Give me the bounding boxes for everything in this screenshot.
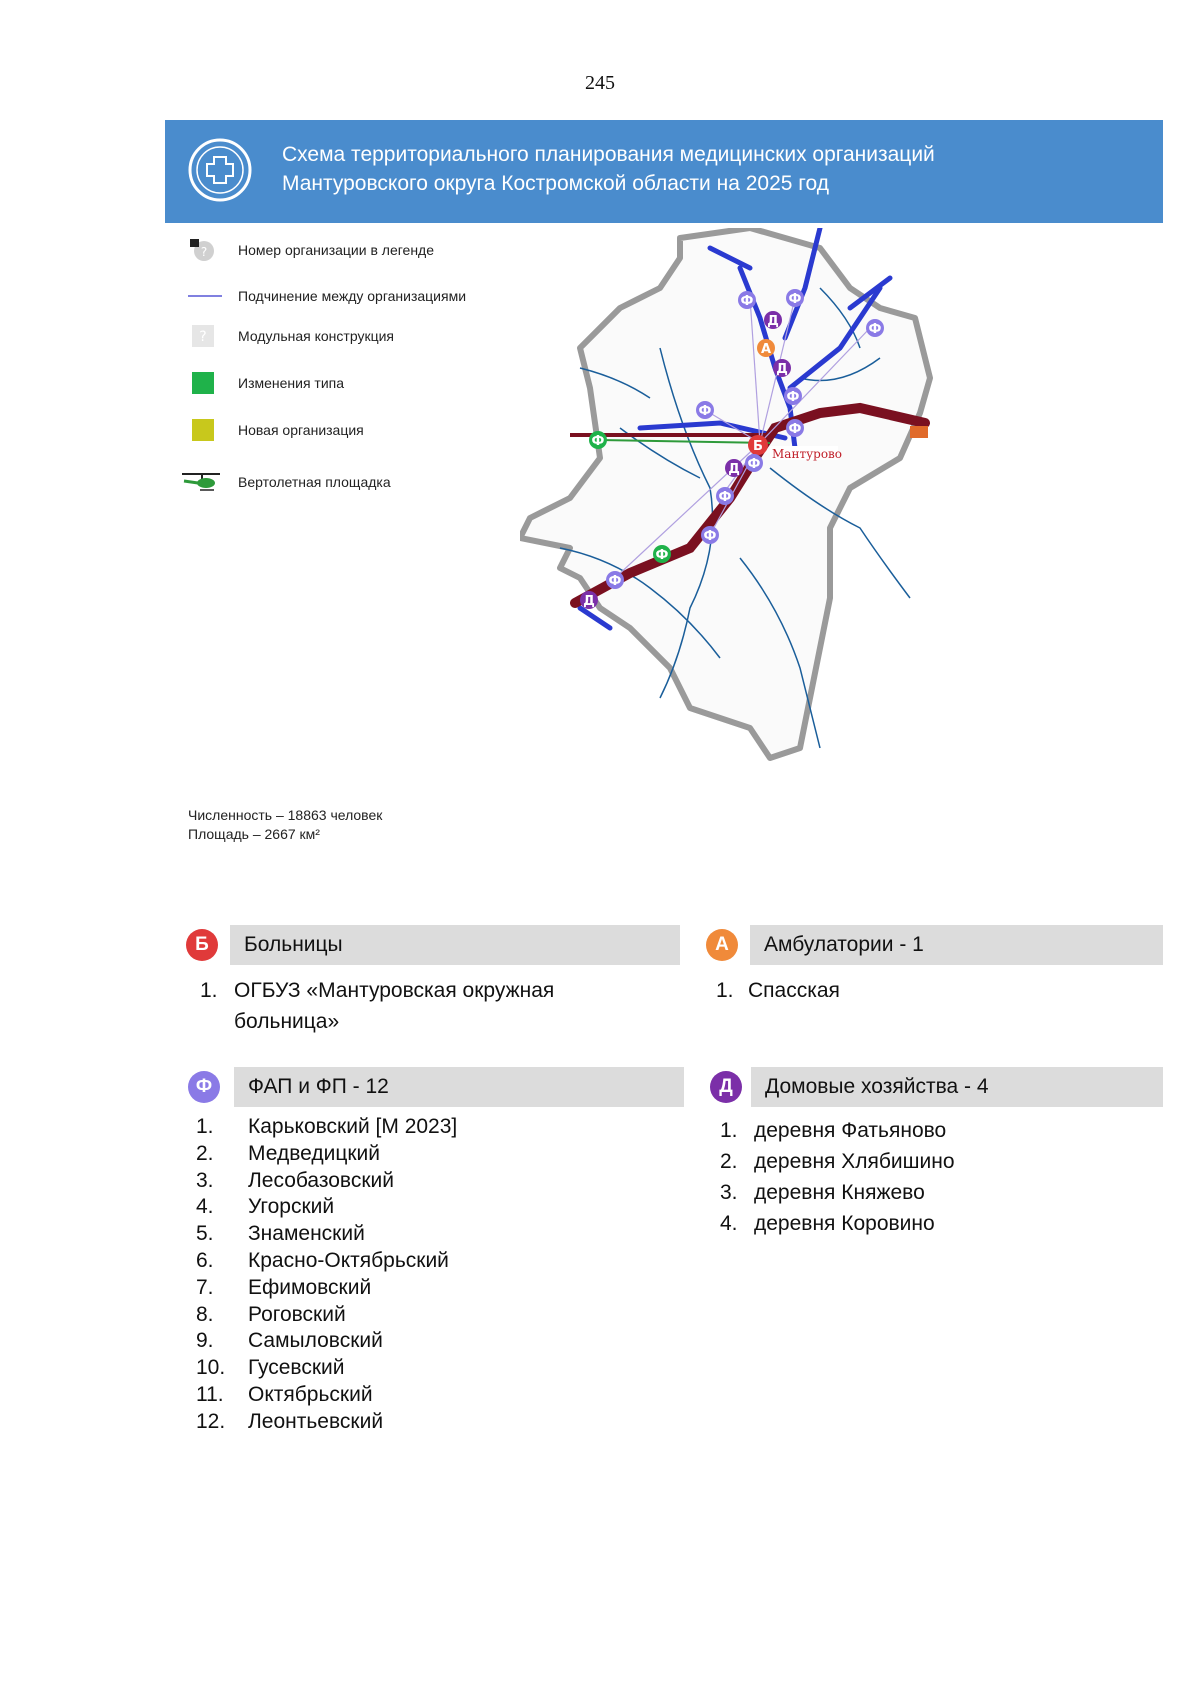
- list-item: 3. деревня Княжево: [720, 1181, 925, 1204]
- ambulatory-badge-icon: А: [706, 929, 738, 961]
- svg-text:Ф: Ф: [655, 548, 669, 563]
- svg-text:Ф: Ф: [591, 434, 605, 449]
- hospital-badge-icon: Б: [186, 929, 218, 961]
- list-item: 1. Спасская: [716, 979, 840, 1002]
- page-number: 245: [585, 72, 615, 94]
- list-item: 8. Роговский: [196, 1302, 346, 1326]
- marker-fap: [696, 401, 714, 419]
- legend-item-org-number: [180, 236, 434, 264]
- list-item: 1. деревня Фатьяново: [720, 1119, 947, 1142]
- marker-fap: [701, 526, 719, 544]
- marker-fap-type-change: [653, 545, 671, 563]
- marker-fap: [786, 419, 804, 437]
- legend-label: Подчинение между организациями: [238, 288, 467, 304]
- svg-text:Ф: Ф: [740, 294, 754, 309]
- svg-text:Ф: Ф: [788, 422, 802, 437]
- faps-list: [196, 1114, 656, 1436]
- legend-item-subordination: [180, 282, 466, 310]
- svg-text:Д: Д: [776, 362, 788, 377]
- svg-text:Б: Б: [753, 439, 763, 454]
- title-banner: [165, 120, 1163, 223]
- svg-text:Ф: Ф: [788, 292, 802, 307]
- district-stats: [188, 806, 382, 844]
- marker-fap: [738, 291, 756, 309]
- marker-household: [580, 591, 598, 609]
- list-item: 5. Знаменский: [196, 1222, 365, 1246]
- list-item: 2. деревня Хлябишино: [720, 1150, 955, 1173]
- legend-item-new-org: [180, 416, 364, 444]
- area-text: Площадь – 2667 км²: [188, 826, 320, 842]
- marker-ambulatory: [757, 339, 775, 357]
- list-item: 10. Гусевский: [196, 1356, 345, 1380]
- households-list: [720, 1115, 1160, 1239]
- list-item: 9. Самыловский: [196, 1329, 383, 1353]
- city-label: Мантурово: [772, 447, 843, 461]
- household-badge-icon: Д: [710, 1071, 742, 1103]
- org-number-icon: [180, 236, 224, 264]
- helipad-marker: [910, 426, 928, 438]
- legend-label: Модульная конструкция: [238, 328, 394, 344]
- legend-item-helipad: [180, 468, 391, 496]
- marker-fap: [745, 454, 763, 472]
- list-item: 2. Медведицкий: [196, 1141, 380, 1165]
- hospitals-header: Больницы: [230, 925, 680, 965]
- svg-text:Ф: Ф: [698, 404, 712, 419]
- type-change-square: [180, 369, 224, 397]
- svg-text:Д: Д: [728, 462, 740, 477]
- legend-item-modular: [180, 322, 394, 350]
- svg-text:А: А: [760, 342, 772, 357]
- list-item: 7. Ефимовский: [196, 1275, 372, 1299]
- page-title: [282, 140, 935, 198]
- list-item: 4. деревня Коровино: [720, 1212, 935, 1235]
- ambulatories-header: Амбулатории - 1: [750, 925, 1163, 965]
- marker-fap-type-change: [589, 431, 607, 449]
- legend-label: Номер организации в легенде: [238, 242, 434, 258]
- marker-fap: [716, 487, 734, 505]
- marker-fap: [784, 387, 802, 405]
- svg-text:Ф: Ф: [718, 490, 732, 505]
- marker-fap: [866, 319, 884, 337]
- marker-household: [725, 459, 743, 477]
- medical-cross-icon: [187, 137, 253, 203]
- new-organization-square: [180, 416, 224, 444]
- ambulatories-list: [716, 975, 1156, 1006]
- svg-text:Ф: Ф: [786, 390, 800, 405]
- list-item: 1. Карьковский [М 2023]: [196, 1115, 458, 1138]
- marker-household: [773, 359, 791, 377]
- title-line-1: Схема территориального планирования медицинских организаций: [282, 143, 935, 166]
- svg-text:Ф: Ф: [747, 457, 761, 472]
- svg-text:Д: Д: [583, 594, 595, 609]
- fap-badge-icon: Ф: [188, 1071, 220, 1103]
- svg-text:?: ?: [199, 329, 207, 345]
- svg-text:Ф: Ф: [703, 529, 717, 544]
- svg-text:Ф: Ф: [608, 574, 622, 589]
- legend-item-type-change: [180, 369, 344, 397]
- district-map: [520, 228, 1040, 828]
- marker-household: [764, 311, 782, 329]
- modular-construction-icon: [180, 322, 224, 350]
- legend-label: Вертолетная площадка: [238, 474, 391, 490]
- svg-text:Ф: Ф: [868, 322, 882, 337]
- list-item: 6. Красно-Октябрьский: [196, 1248, 449, 1272]
- legend-label: Новая организация: [238, 422, 364, 438]
- list-item: 3. Лесобазовский: [196, 1168, 395, 1192]
- marker-hospital: [748, 435, 768, 455]
- marker-fap: [786, 289, 804, 307]
- title-line-2: Мантуровского округа Костромской области на 2025 год: [282, 172, 829, 195]
- population-text: Численность – 18863 человек: [188, 807, 383, 823]
- marker-fap: [606, 571, 624, 589]
- faps-header: ФАП и ФП - 12: [234, 1067, 684, 1107]
- hospitals-list: [200, 975, 660, 1037]
- list-item: 4. Угорский: [196, 1195, 335, 1219]
- subordination-line: [180, 282, 224, 310]
- list-item: 11. Октябрьский: [196, 1382, 373, 1406]
- legend-label: Изменения типа: [238, 375, 345, 391]
- helicopter-icon: [180, 468, 224, 496]
- list-item: 1. ОГБУЗ «Мантуровская окружная больница»: [200, 979, 555, 1033]
- svg-text:?: ?: [200, 245, 208, 259]
- households-header: Домовые хозяйства - 4: [751, 1067, 1163, 1107]
- svg-text:Д: Д: [767, 314, 779, 329]
- list-item: 12. Леонтьевский: [196, 1409, 384, 1433]
